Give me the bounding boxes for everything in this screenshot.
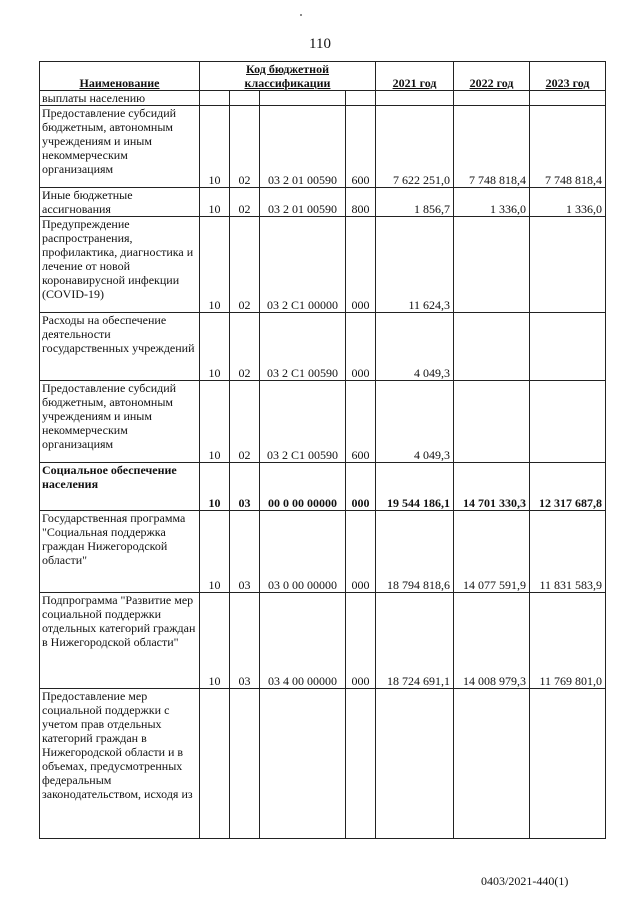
row-name: Государственная программа "Социальная поддержка граждан Нижегородской области" (40, 511, 200, 593)
value-2022: 14 008 979,3 (454, 593, 530, 689)
scan-dot (300, 14, 302, 16)
target-article-code (260, 91, 346, 106)
expense-type-code: 000 (346, 511, 376, 593)
value-2023 (530, 313, 606, 381)
header-2022: 2022 год (454, 62, 530, 91)
value-2022: 14 701 330,3 (454, 463, 530, 511)
expense-type-code: 000 (346, 313, 376, 381)
value-2022 (454, 217, 530, 313)
value-2023: 11 831 583,9 (530, 511, 606, 593)
value-2022: 14 077 591,9 (454, 511, 530, 593)
section-code: 10 (200, 106, 230, 188)
section-code: 10 (200, 381, 230, 463)
value-2021: 11 624,3 (376, 217, 454, 313)
value-2021: 4 049,3 (376, 313, 454, 381)
section-code: 10 (200, 217, 230, 313)
subsection-code: 02 (230, 381, 260, 463)
value-2023: 1 336,0 (530, 188, 606, 217)
value-2021: 18 724 691,1 (376, 593, 454, 689)
table-row (40, 217, 606, 313)
subsection-code: 03 (230, 463, 260, 511)
value-2023: 11 769 801,0 (530, 593, 606, 689)
value-2021: 18 794 818,6 (376, 511, 454, 593)
value-2022: 7 748 818,4 (454, 106, 530, 188)
row-name: Предупреждение распространения, профилактика, диагностика и лечение от новой коронавирусной инфекции (COVID-19) (40, 217, 200, 313)
row-name: Подпрограмма "Развитие мер социальной поддержки отдельных категорий граждан в Нижегородской области" (40, 593, 200, 689)
section-code: 10 (200, 463, 230, 511)
expense-type-code: 000 (346, 217, 376, 313)
target-article-code: 03 2 C1 00590 (260, 313, 346, 381)
table-row (40, 106, 606, 188)
section-code: 10 (200, 313, 230, 381)
subsection-code: 03 (230, 511, 260, 593)
subsection-code: 02 (230, 188, 260, 217)
value-2022 (454, 313, 530, 381)
row-name: Иные бюджетные ассигнования (40, 188, 200, 217)
value-2022: 1 336,0 (454, 188, 530, 217)
value-2021: 1 856,7 (376, 188, 454, 217)
row-name: Предоставление субсидий бюджетным, автономным учреждениям и иным некоммерческим организациям (40, 106, 200, 188)
value-2021: 19 544 186,1 (376, 463, 454, 511)
subsection-code (230, 689, 260, 839)
subsection-code: 03 (230, 593, 260, 689)
section-code (200, 91, 230, 106)
target-article-code: 00 0 00 00000 (260, 463, 346, 511)
page-number: 110 (309, 36, 331, 52)
target-article-code (260, 689, 346, 839)
value-2023 (530, 91, 606, 106)
header-name: Наименование (40, 62, 200, 91)
value-2021: 4 049,3 (376, 381, 454, 463)
section-code: 10 (200, 188, 230, 217)
section-code (200, 689, 230, 839)
header-2023: 2023 год (530, 62, 606, 91)
table-row (40, 511, 606, 593)
subsection-code: 02 (230, 217, 260, 313)
value-2021: 7 622 251,0 (376, 106, 454, 188)
target-article-code: 03 2 01 00590 (260, 188, 346, 217)
section-code: 10 (200, 593, 230, 689)
row-name: выплаты населению (40, 91, 200, 106)
section-code: 10 (200, 511, 230, 593)
header-2021: 2021 год (376, 62, 454, 91)
expense-type-code: 000 (346, 463, 376, 511)
header-row (40, 62, 606, 91)
row-name: Социальное обеспечение населения (40, 463, 200, 511)
table-row (40, 188, 606, 217)
value-2022 (454, 91, 530, 106)
target-article-code: 03 0 00 00000 (260, 511, 346, 593)
value-2021 (376, 689, 454, 839)
subsection-code: 02 (230, 106, 260, 188)
table-row (40, 463, 606, 511)
target-article-code: 03 2 C1 00590 (260, 381, 346, 463)
value-2023 (530, 689, 606, 839)
value-2023: 7 748 818,4 (530, 106, 606, 188)
subsection-code: 02 (230, 313, 260, 381)
value-2023 (530, 217, 606, 313)
table-row (40, 689, 606, 839)
value-2022 (454, 689, 530, 839)
expense-type-code (346, 91, 376, 106)
target-article-code: 03 4 00 00000 (260, 593, 346, 689)
value-2021 (376, 91, 454, 106)
value-2023 (530, 381, 606, 463)
target-article-code: 03 2 01 00590 (260, 106, 346, 188)
expense-type-code: 600 (346, 106, 376, 188)
row-name: Предоставление мер социальной поддержки с учетом прав отдельных категорий граждан в Нижегородской области и в объемах, предусмотренных федеральным законодательством, исходя из (40, 689, 200, 839)
header-code: Код бюджетной классификации (200, 62, 376, 91)
expense-type-code: 600 (346, 381, 376, 463)
table-row (40, 313, 606, 381)
target-article-code: 03 2 C1 00000 (260, 217, 346, 313)
expense-type-code (346, 689, 376, 839)
table-row (40, 381, 606, 463)
value-2022 (454, 381, 530, 463)
row-name: Расходы на обеспечение деятельности государственных учреждений (40, 313, 200, 381)
value-2023: 12 317 687,8 (530, 463, 606, 511)
expense-type-code: 800 (346, 188, 376, 217)
budget-table (39, 61, 606, 839)
table-row (40, 593, 606, 689)
table-row (40, 91, 606, 106)
document-code: 0403/2021-440(1) (481, 874, 569, 888)
subsection-code (230, 91, 260, 106)
expense-type-code: 000 (346, 593, 376, 689)
row-name: Предоставление субсидий бюджетным, автономным учреждениям и иным некоммерческим организациям (40, 381, 200, 463)
